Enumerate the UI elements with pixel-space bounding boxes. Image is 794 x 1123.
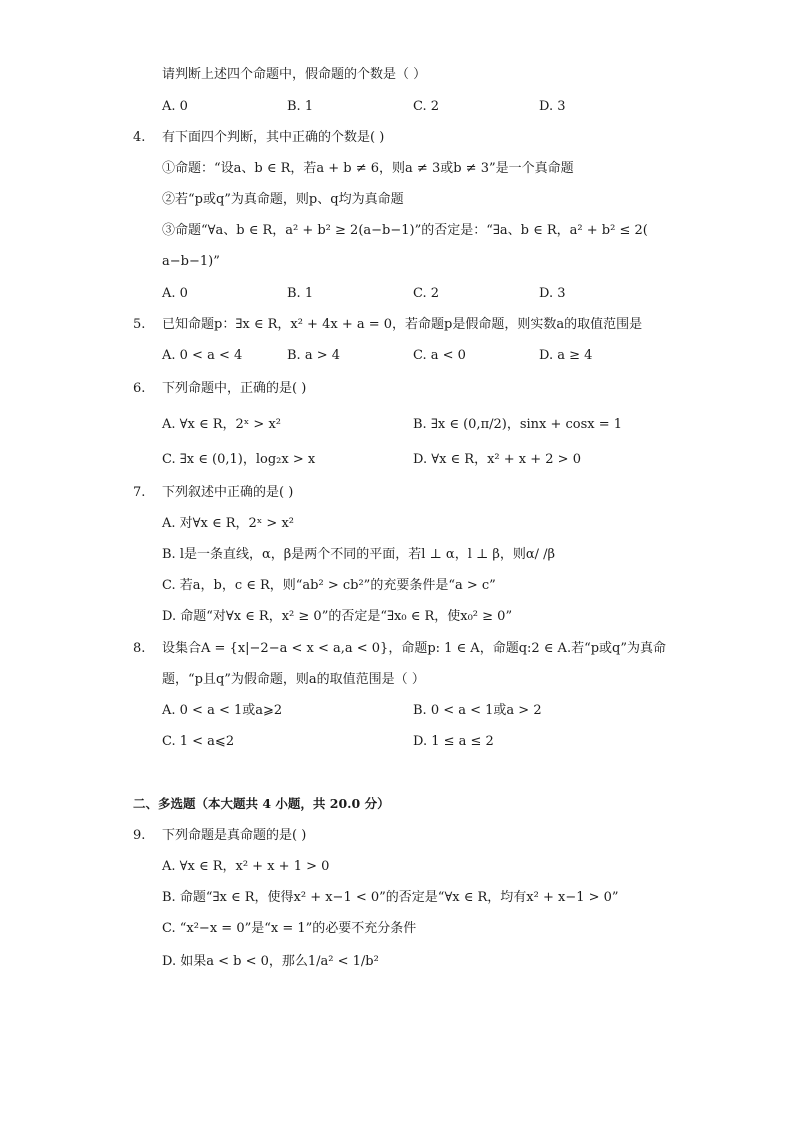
- q3-option-a: A. 0: [162, 99, 188, 114]
- q9-number: 9.: [133, 828, 146, 843]
- q6-number: 6.: [133, 381, 146, 396]
- q3-option-d: D. 3: [539, 99, 566, 114]
- q9-option-b: B. 命题“∃x ∈ R，使得x² + x−1 < 0”的否定是“∀x ∈ R，均有x² + x−1 > 0”: [162, 890, 619, 905]
- q4-option-b: B. 1: [287, 286, 314, 301]
- q8-option-a: A. 0 < a < 1或a⩾2: [162, 703, 283, 718]
- q5-stem: 已知命题p：∃x ∈ R，x² + 4x + a = 0，若命题p是假命题，则实数a的取值范围是: [162, 317, 643, 332]
- q4-stem: 有下面四个判断，其中正确的个数是( ): [162, 130, 385, 145]
- q7-option-b: B. l是一条直线，α，β是两个不同的平面，若l ⊥ α，l ⊥ β，则α/ /β: [162, 547, 556, 562]
- q8-option-b: B. 0 < a < 1或a > 2: [413, 703, 542, 718]
- q3-stem: 请判断上述四个命题中，假命题的个数是（ ）: [162, 67, 427, 82]
- section-heading: [133, 795, 390, 813]
- q7-option-a: A. 对∀x ∈ R，2ˣ > x²: [162, 516, 294, 531]
- q8-option-d: D. 1 ≤ a ≤ 2: [413, 734, 494, 749]
- q9-option-d: D. 如果a < b < 0，那么1/a² < 1/b²: [162, 954, 379, 969]
- q8-stem-line2: 题，“p且q”为假命题，则a的取值范围是（ ）: [162, 672, 425, 687]
- q4-option-a: A. 0: [162, 286, 188, 301]
- q3-option-c: C. 2: [413, 99, 440, 114]
- q4-number: 4.: [133, 130, 146, 145]
- q7-number: 7.: [133, 485, 146, 500]
- q4-option-d: D. 3: [539, 286, 566, 301]
- q9-stem: 下列命题是真命题的是( ): [162, 828, 307, 843]
- q8-option-c: C. 1 < a⩽2: [162, 734, 235, 749]
- q9-option-a: A. ∀x ∈ R，x² + x + 1 > 0: [162, 859, 330, 874]
- q6-option-a: A. ∀x ∈ R，2ˣ > x²: [162, 417, 281, 432]
- section-title: 二、多选题: [133, 796, 196, 811]
- q9-option-c: C. “x²−x = 0”是“x = 1”的必要不充分条件: [162, 921, 417, 936]
- q4-option-c: C. 2: [413, 286, 440, 301]
- q4-statement-3-cont: a−b−1)”: [162, 254, 220, 269]
- q5-option-d: D. a ≥ 4: [539, 348, 593, 363]
- q4-statement-3: ③命题“∀a、b ∈ R，a² + b² ≥ 2(a−b−1)”的否定是：“∃a、b ∈ R，a² + b² ≤ 2(: [162, 223, 648, 238]
- q6-option-b: B. ∃x ∈ (0,π/2)，sinx + cosx = 1: [413, 417, 623, 432]
- q7-stem: 下列叙述中正确的是( ): [162, 485, 294, 500]
- q6-stem: 下列命题中，正确的是( ): [162, 381, 307, 396]
- q4-statement-1: ①命题：“设a、b ∈ R，若a + b ≠ 6，则a ≠ 3或b ≠ 3”是一个真命题: [162, 161, 574, 176]
- q4-statement-2: ②若“p或q”为真命题，则p、q均为真命题: [162, 192, 404, 207]
- q7-option-d: D. 命题“对∀x ∈ R，x² ≥ 0”的否定是“∃x₀ ∈ R，使x₀² ≥ 0”: [162, 609, 513, 624]
- q5-number: 5.: [133, 317, 146, 332]
- q5-option-b: B. a > 4: [287, 348, 340, 363]
- q8-stem-line1: 设集合A = {x|−2−a < x < a,a < 0}，命题p: 1 ∈ A，命题q:2 ∈ A.若“p或q”为真命: [162, 641, 667, 656]
- q6-option-c: C. ∃x ∈ (0,1)，log₂x > x: [162, 452, 316, 467]
- q5-option-c: C. a < 0: [413, 348, 466, 363]
- q3-option-b: B. 1: [287, 99, 314, 114]
- q5-option-a: A. 0 < a < 4: [162, 348, 243, 363]
- section-detail: （本大题共 4 小题，共 20.0 分）: [195, 796, 390, 811]
- q7-option-c: C. 若a，b，c ∈ R，则“ab² > cb²”的充要条件是“a > c”: [162, 578, 496, 593]
- q6-option-d: D. ∀x ∈ R，x² + x + 2 > 0: [413, 452, 581, 467]
- q8-number: 8.: [133, 641, 146, 656]
